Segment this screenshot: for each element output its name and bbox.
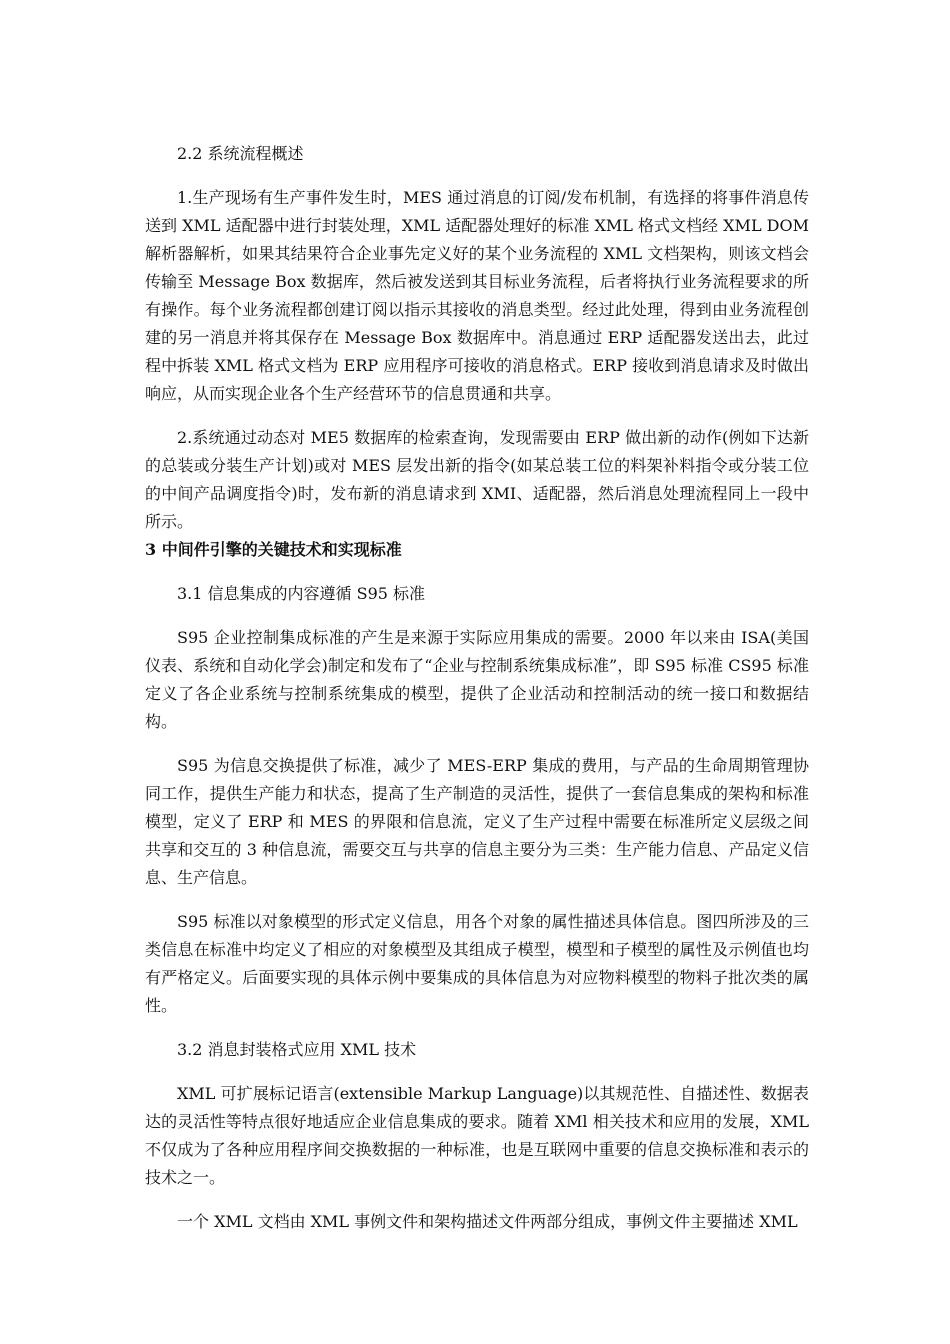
paragraph-s95-origin: S95 企业控制集成标准的产生是来源于实际应用集成的需要。2000 年以来由 ISA(美国仪表、系统和自动化学会)制定和发布了“企业与控制系统集成标准”，即 S95 标准 CS95 标准定义了各企业系统与控制系统集成的模型，提供了企业活动和控制活动的统一接口和数据结构。	[145, 628, 809, 731]
subsection-heading-3-1: 3.1 信息集成的内容遵循 S95 标准	[177, 584, 426, 603]
paragraph-xml-intro: XML 可扩展标记语言(extensible Markup Language)以其规范性、自描述性、数据表达的灵活性等特点很好地适应企业信息集成的要求。随着 XMl 相关技术和应用的发展，XML 不仅成为了各种应用程序间交换数据的一种标准，也是互联网中重要的信息交换标准和表示的技术之一。	[145, 1084, 809, 1187]
subsection-heading-3-2: 3.2 消息封装格式应用 XML 技术	[177, 1040, 417, 1059]
document-body	[145, 140, 809, 1252]
section-heading-3: 3 中间件引擎的关键技术和实现标准	[145, 540, 402, 559]
paragraph-xml-document: 一个 XML 文档由 XML 事例文件和架构描述文件两部分组成，事例文件主要描述 XML	[177, 1212, 798, 1231]
paragraph-s95-benefits: S95 为信息交换提供了标准，减少了 MES-ERP 集成的费用，与产品的生命周期管理协同工作，提供生产能力和状态，提高了生产制造的灵活性，提供了一套信息集成的架构和标准模型，定义了 ERP 和 MES 的界限和信息流，定义了生产过程中需要在标准所定义层级之间共享和交互的 3 种信息流，需要交互与共享的信息主要分为三类：生产能力信息、产品定义信息、生产信息。	[145, 756, 809, 887]
paragraph-process-2: 2.系统通过动态对 ME5 数据库的检索查询，发现需要由 ERP 做出新的动作(例如下达新的总装或分装生产计划)或对 MES 层发出新的指令(如某总装工位的料架补料指令或分装工位的中间产品调度指令)时，发布新的消息请求到 XMI、适配器，然后消息处理流程同上一段中所示。	[145, 428, 809, 531]
paragraph-process-1: 1.生产现场有生产事件发生时，MES 通过消息的订阅/发布机制，有选择的将事件消息传送到 XML 适配器中进行封装处理，XML 适配器处理好的标准 XML 格式文档经 XML DOM 解析器解析，如果其结果符合企业事先定义好的某个业务流程的 XML 文档架构，则该文档会传输至 Message Box 数据库，然后被发送到其目标业务流程，后者将执行业务流程要求的所有操作。每个业务流程都创建订阅以指示其接收的消息类型。经过此处理，得到由业务流程创建的另一消息并将其保存在 Message Box 数据库中。消息通过 ERP 适配器发送出去，此过程中拆装 XML 格式文档为 ERP 应用程序可接收的消息格式。ERP 接收到消息请求及时做出响应，从而实现企业各个生产经营环节的信息贯通和共享。	[145, 188, 809, 403]
paragraph-s95-object-model: S95 标准以对象模型的形式定义信息，用各个对象的属性描述具体信息。图四所涉及的三类信息在标准中均定义了相应的对象模型及其组成子模型，模型和子模型的属性及示例值也均有严格定义。后面要实现的具体示例中要集成的具体信息为对应物料模型的物料子批次类的属性。	[145, 912, 809, 1015]
subsection-heading-2-2: 2.2 系统流程概述	[177, 144, 304, 163]
